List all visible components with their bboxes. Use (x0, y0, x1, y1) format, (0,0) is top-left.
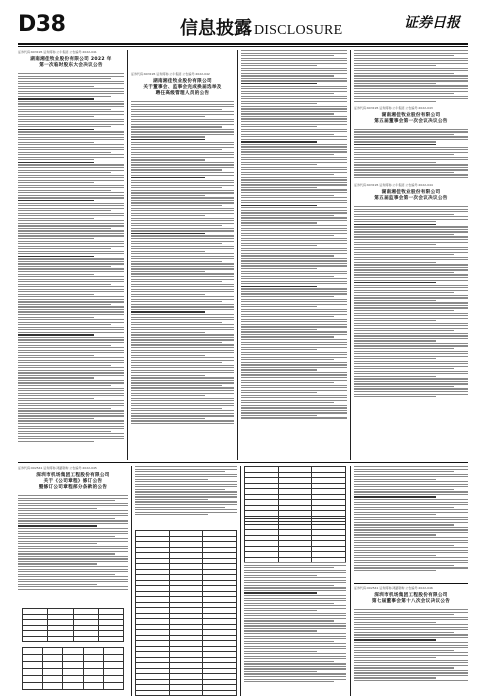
notice-table (22, 608, 124, 642)
column-divider (350, 50, 351, 460)
notice-header: 证券代码:002541 证券简称:鸿路钢构 公告编号:2022-045 (18, 466, 97, 470)
column-divider (240, 466, 241, 696)
notice-header: 证券代码:603195 证券简称:公牛集团 公告编号:2022-043 (354, 105, 433, 110)
notice-body (18, 73, 124, 442)
notice-title: 湖南湘佳牧业股份有限公司 第五届董事会第一次会议决议公告 (374, 112, 448, 124)
column-divider (237, 50, 238, 460)
notice-title: 湖南湘佳牧业股份有限公司 关于董事会、监事会完成换届选举及 聘任高级管理人员的公告 (143, 79, 222, 96)
column-divider (127, 50, 128, 460)
notice-top-left (18, 50, 124, 460)
notice-title: 湖南湘佳牧业股份有限公司 第五届监事会第一次会议决议公告 (374, 190, 448, 201)
notice-bottom-continued (354, 466, 468, 581)
notice-top-right-b (354, 183, 468, 460)
notice-top-right-a (354, 50, 468, 180)
notice-body (241, 50, 347, 419)
section-title (180, 14, 342, 40)
notice-body (354, 466, 468, 571)
notice-body (244, 562, 346, 682)
notice-header: 证券代码:603195 证券简称:公牛集团 公告编号:2022-041 (18, 50, 97, 54)
notice-header: 证券代码:002541 证券简称:鸿路钢构 公告编号:2022-046 (354, 586, 433, 590)
notice-bottom-continued (135, 466, 237, 526)
notice-title: 深圳市机场集团工程股份有限公司 关于《公司章程》修订公告 暨修订公司章程部分条款的公告 (36, 473, 110, 490)
notice-table (22, 647, 124, 690)
notice-body (135, 466, 237, 515)
notice-title: 深圳市机场集团工程股份有限公司 第七届董事会第十八次会议决议公告 (371, 593, 451, 604)
masthead (18, 8, 468, 42)
masthead-rule-thin (18, 46, 468, 47)
notice-header: 证券代码:603195 证券简称:公牛集团 公告编号:2022-042 (131, 72, 210, 76)
notice-body (18, 495, 128, 590)
notice-bottom-continued (244, 562, 346, 696)
column-divider (350, 466, 351, 696)
notice-body (354, 609, 468, 681)
notice-table (244, 466, 346, 522)
notice-body (354, 129, 468, 180)
notice-divider (354, 583, 468, 584)
notice-body (131, 101, 234, 424)
notice-table (244, 518, 346, 563)
notice-top-continued (241, 50, 347, 460)
notice-body-lead (354, 50, 468, 102)
notice-top-middle (131, 72, 234, 460)
newspaper-logo: 证券日报 (404, 15, 460, 31)
notice-table (135, 618, 237, 696)
notice-table (135, 530, 237, 625)
notice-title: 湖南湘佳牧业股份有限公司 2022 年 第一次临时股东大会决议公告 (30, 57, 112, 68)
notice-header: 证券代码:603195 证券简称:公牛集团 公告编号:2022-044 (354, 183, 433, 187)
column-divider (131, 466, 132, 696)
section-title-cn: 信息披露 (180, 18, 252, 38)
section-title-en: DISCLOSURE (254, 23, 343, 38)
page-number: D38 (18, 12, 66, 37)
notice-body (354, 206, 468, 397)
masthead-rule (18, 43, 468, 45)
notice-bottom-right (354, 586, 468, 696)
section-divider (18, 462, 468, 463)
